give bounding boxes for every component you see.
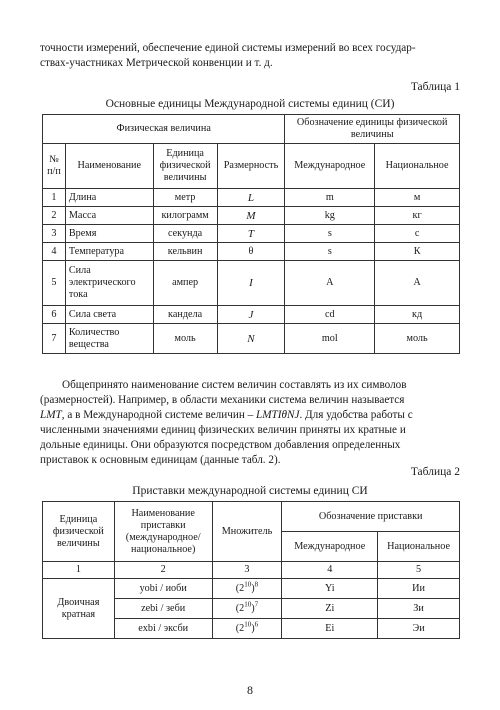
table-row <box>43 306 460 324</box>
group-header-designation: Обозначение единицы физической величины <box>285 115 460 144</box>
table2-label: Таблица 2 <box>410 466 460 478</box>
cell-dimension: I <box>217 261 285 306</box>
cell-name: Масса <box>65 207 153 225</box>
cell-national: кг <box>375 207 460 225</box>
header-prefix-name: Наименование приставки (международное/ национальное) <box>114 502 212 562</box>
cell-dimension: θ <box>217 243 285 261</box>
cell-num: 2 <box>43 207 66 225</box>
table-row <box>43 207 460 225</box>
cell-num: 3 <box>43 225 66 243</box>
cell-international: Ei <box>282 619 378 639</box>
cell-international: mol <box>285 324 375 354</box>
cell-num: 7 <box>43 324 66 354</box>
cell-international: A <box>285 261 375 306</box>
table2-caption: Приставки международной системы единиц СИ <box>132 485 368 497</box>
cell-unit: метр <box>153 189 217 207</box>
body-line-1: Общепринято наименование систем величин составлять из их символов <box>62 379 407 391</box>
cell-national: кд <box>375 306 460 324</box>
index-cell: 5 <box>378 562 460 579</box>
cell-unit: кандела <box>153 306 217 324</box>
table-row <box>43 579 460 599</box>
formula-lmt: LMT <box>40 409 62 421</box>
cell-international: s <box>285 225 375 243</box>
body-line-2: (размерностей). Например, в области механики система величин называется <box>40 394 405 406</box>
cell-unit: моль <box>153 324 217 354</box>
header-dimension: Размерность <box>217 144 285 189</box>
cell-international: Yi <box>282 579 378 599</box>
cell-international: kg <box>285 207 375 225</box>
cell-national: м <box>375 189 460 207</box>
cell-dimension: N <box>217 324 285 354</box>
cell-dimension: T <box>217 225 285 243</box>
header-name: Наименование <box>65 144 153 189</box>
cell-unit: секунда <box>153 225 217 243</box>
header-unit: Единица физической величины <box>153 144 217 189</box>
cell-dimension: L <box>217 189 285 207</box>
index-row <box>43 562 460 579</box>
cell-international: s <box>285 243 375 261</box>
cell-name: Сила электрического тока <box>65 261 153 306</box>
cell-name: Сила света <box>65 306 153 324</box>
cell-prefix-name: zebi / зеби <box>114 599 212 619</box>
index-cell: 4 <box>282 562 378 579</box>
cell-national: Ии <box>378 579 460 599</box>
intro-paragraph <box>40 41 460 71</box>
header-designation: Обозначение приставки <box>282 502 460 532</box>
cell-international: m <box>285 189 375 207</box>
cell-prefix-name: exbi / эксби <box>114 619 212 639</box>
table1-label: Таблица 1 <box>410 81 460 93</box>
index-cell: 2 <box>114 562 212 579</box>
cell-national: Зи <box>378 599 460 619</box>
si-prefixes-table <box>42 501 460 639</box>
body-paragraph <box>40 378 460 468</box>
cell-num: 4 <box>43 243 66 261</box>
table-row <box>43 243 460 261</box>
index-cell: 3 <box>212 562 282 579</box>
table-row <box>43 324 460 354</box>
cell-name: Длина <box>65 189 153 207</box>
cell-national: А <box>375 261 460 306</box>
intro-line-1: точности измерений, обеспечение единой системы измерений во всех государ- <box>40 42 416 54</box>
header-national: Национальное <box>375 144 460 189</box>
cell-national: Эи <box>378 619 460 639</box>
body-line-3-text: , а в Международной системе величин – <box>61 409 257 421</box>
cell-num: 5 <box>43 261 66 306</box>
cell-unit: килограмм <box>153 207 217 225</box>
body-line-6: приставок к основным единицам (данные табл. 2). <box>40 454 281 466</box>
intro-line-2: ствах-участниках Метрической конвенции и т. д. <box>40 57 273 69</box>
cell-multiplier: $(2^{10})^6$ <box>212 619 282 639</box>
header-international: Международное <box>282 532 378 562</box>
body-line-4: численными значениями единиц физических величин приняты их кратные и <box>40 424 406 436</box>
header-multiplier: Множитель <box>212 502 282 562</box>
cell-num: 1 <box>43 189 66 207</box>
header-unit: Единица физической величины <box>43 502 115 562</box>
formula-si: LMTIθNJ <box>256 409 300 421</box>
table1-caption: Основные единицы Международной системы единиц (СИ) <box>105 98 395 110</box>
cell-multiplier: $(2^{10})^8$ <box>212 579 282 599</box>
page-number: 8 <box>247 683 253 697</box>
cell-national: моль <box>375 324 460 354</box>
table-row <box>43 261 460 306</box>
table-row <box>43 189 460 207</box>
cell-unit: кельвин <box>153 243 217 261</box>
cell-unit: ампер <box>153 261 217 306</box>
cell-national: с <box>375 225 460 243</box>
group-header-physical: Физическая величина <box>43 115 285 144</box>
cell-name: Количество вещества <box>65 324 153 354</box>
group-label: Двоичная кратная <box>43 579 115 639</box>
cell-name: Температура <box>65 243 153 261</box>
table-row <box>43 225 460 243</box>
cell-national: К <box>375 243 460 261</box>
cell-international: cd <box>285 306 375 324</box>
cell-dimension: J <box>217 306 285 324</box>
cell-name: Время <box>65 225 153 243</box>
cell-dimension: M <box>217 207 285 225</box>
si-base-units-table <box>42 114 460 354</box>
cell-international: Zi <box>282 599 378 619</box>
index-cell: 1 <box>43 562 115 579</box>
body-line-3-end: . Для удобства работы с <box>299 409 413 421</box>
header-num: № п/п <box>43 144 66 189</box>
body-line-5: дольные единицы. Они образуются посредством добавления определенных <box>40 439 401 451</box>
header-international: Международное <box>285 144 375 189</box>
header-national: Национальное <box>378 532 460 562</box>
cell-multiplier: $(2^{10})^7$ <box>212 599 282 619</box>
cell-num: 6 <box>43 306 66 324</box>
cell-prefix-name: yobi / иоби <box>114 579 212 599</box>
